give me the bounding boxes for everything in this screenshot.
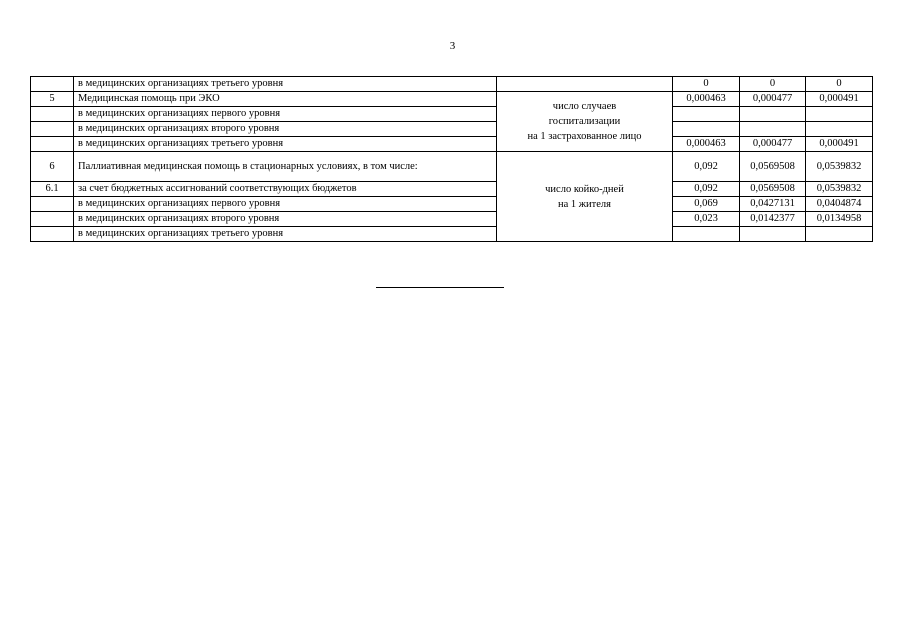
row-number-cell: 5 [31, 92, 74, 107]
value-year1-cell [673, 122, 740, 137]
row-name-cell: в медицинских организациях третьего уровня [74, 227, 497, 242]
table-row [31, 152, 873, 182]
row-number-cell [31, 227, 74, 242]
value-year3-cell: 0,000491 [806, 92, 873, 107]
row-number-cell [31, 197, 74, 212]
value-year1-cell: 0,092 [673, 152, 740, 182]
unit-cell-eco [497, 92, 673, 152]
value-year3-cell [806, 227, 873, 242]
value-year1-cell: 0,092 [673, 182, 740, 197]
unit-line: число койко-дней [545, 183, 624, 195]
row-name-cell: за счет бюджетных ассигнований соответствующих бюджетов [74, 182, 497, 197]
row-number-cell: 6.1 [31, 182, 74, 197]
value-year2-cell: 0,000477 [740, 92, 806, 107]
row-name-cell: в медицинских организациях первого уровня [74, 197, 497, 212]
table-row [31, 92, 873, 107]
value-year3-cell: 0,0404874 [806, 197, 873, 212]
value-year1-cell: 0 [673, 77, 740, 92]
page-number: 3 [449, 40, 456, 52]
value-year2-cell [740, 107, 806, 122]
value-year2-cell: 0,0142377 [740, 212, 806, 227]
table-row [31, 227, 873, 242]
value-year2-cell: 0,000477 [740, 137, 806, 152]
value-year2-cell: 0,0569508 [740, 182, 806, 197]
end-of-table-separator [376, 287, 504, 288]
row-name-cell: в медицинских организациях третьего уровня [74, 77, 497, 92]
table-row [31, 77, 873, 92]
row-name-cell: в медицинских организациях второго уровня [74, 122, 497, 137]
table-row [31, 107, 873, 122]
table-row [31, 122, 873, 137]
row-number-cell: 6 [31, 152, 74, 182]
value-year3-cell: 0,0539832 [806, 152, 873, 182]
value-year2-cell [740, 122, 806, 137]
value-year2-cell: 0 [740, 77, 806, 92]
unit-line: на 1 жителя [558, 198, 611, 210]
value-year1-cell: 0,069 [673, 197, 740, 212]
value-year3-cell: 0,0539832 [806, 182, 873, 197]
row-name-cell: в медицинских организациях второго уровня [74, 212, 497, 227]
value-year2-cell [740, 227, 806, 242]
value-year1-cell [673, 227, 740, 242]
value-year1-cell: 0,000463 [673, 92, 740, 107]
value-year1-cell: 0,023 [673, 212, 740, 227]
row-number-cell [31, 212, 74, 227]
row-number-cell [31, 122, 74, 137]
table-row [31, 137, 873, 152]
unit-cell-palliative [497, 152, 673, 242]
value-year1-cell [673, 107, 740, 122]
value-year3-cell [806, 107, 873, 122]
row-name-cell: Медицинская помощь при ЭКО [74, 92, 497, 107]
value-year3-cell: 0 [806, 77, 873, 92]
value-year2-cell: 0,0569508 [740, 152, 806, 182]
table-row [31, 197, 873, 212]
row-name-cell: в медицинских организациях первого уровня [74, 107, 497, 122]
value-year1-cell: 0,000463 [673, 137, 740, 152]
unit-cell [497, 77, 673, 92]
row-number-cell [31, 77, 74, 92]
row-number-cell [31, 137, 74, 152]
row-name-cell: в медицинских организациях третьего уровня [74, 137, 497, 152]
value-year2-cell: 0,0427131 [740, 197, 806, 212]
row-number-cell [31, 107, 74, 122]
value-year3-cell [806, 122, 873, 137]
unit-line: на 1 застрахованное лицо [527, 131, 642, 142]
norms-table [30, 76, 873, 242]
unit-line: госпитализации [548, 116, 621, 127]
row-name-cell: Паллиативная медицинская помощь в стационарных условиях, в том числе: [74, 152, 497, 182]
value-year3-cell: 0,000491 [806, 137, 873, 152]
table-row [31, 212, 873, 227]
unit-line: число случаев [552, 101, 617, 112]
table-row [31, 182, 873, 197]
value-year3-cell: 0,0134958 [806, 212, 873, 227]
